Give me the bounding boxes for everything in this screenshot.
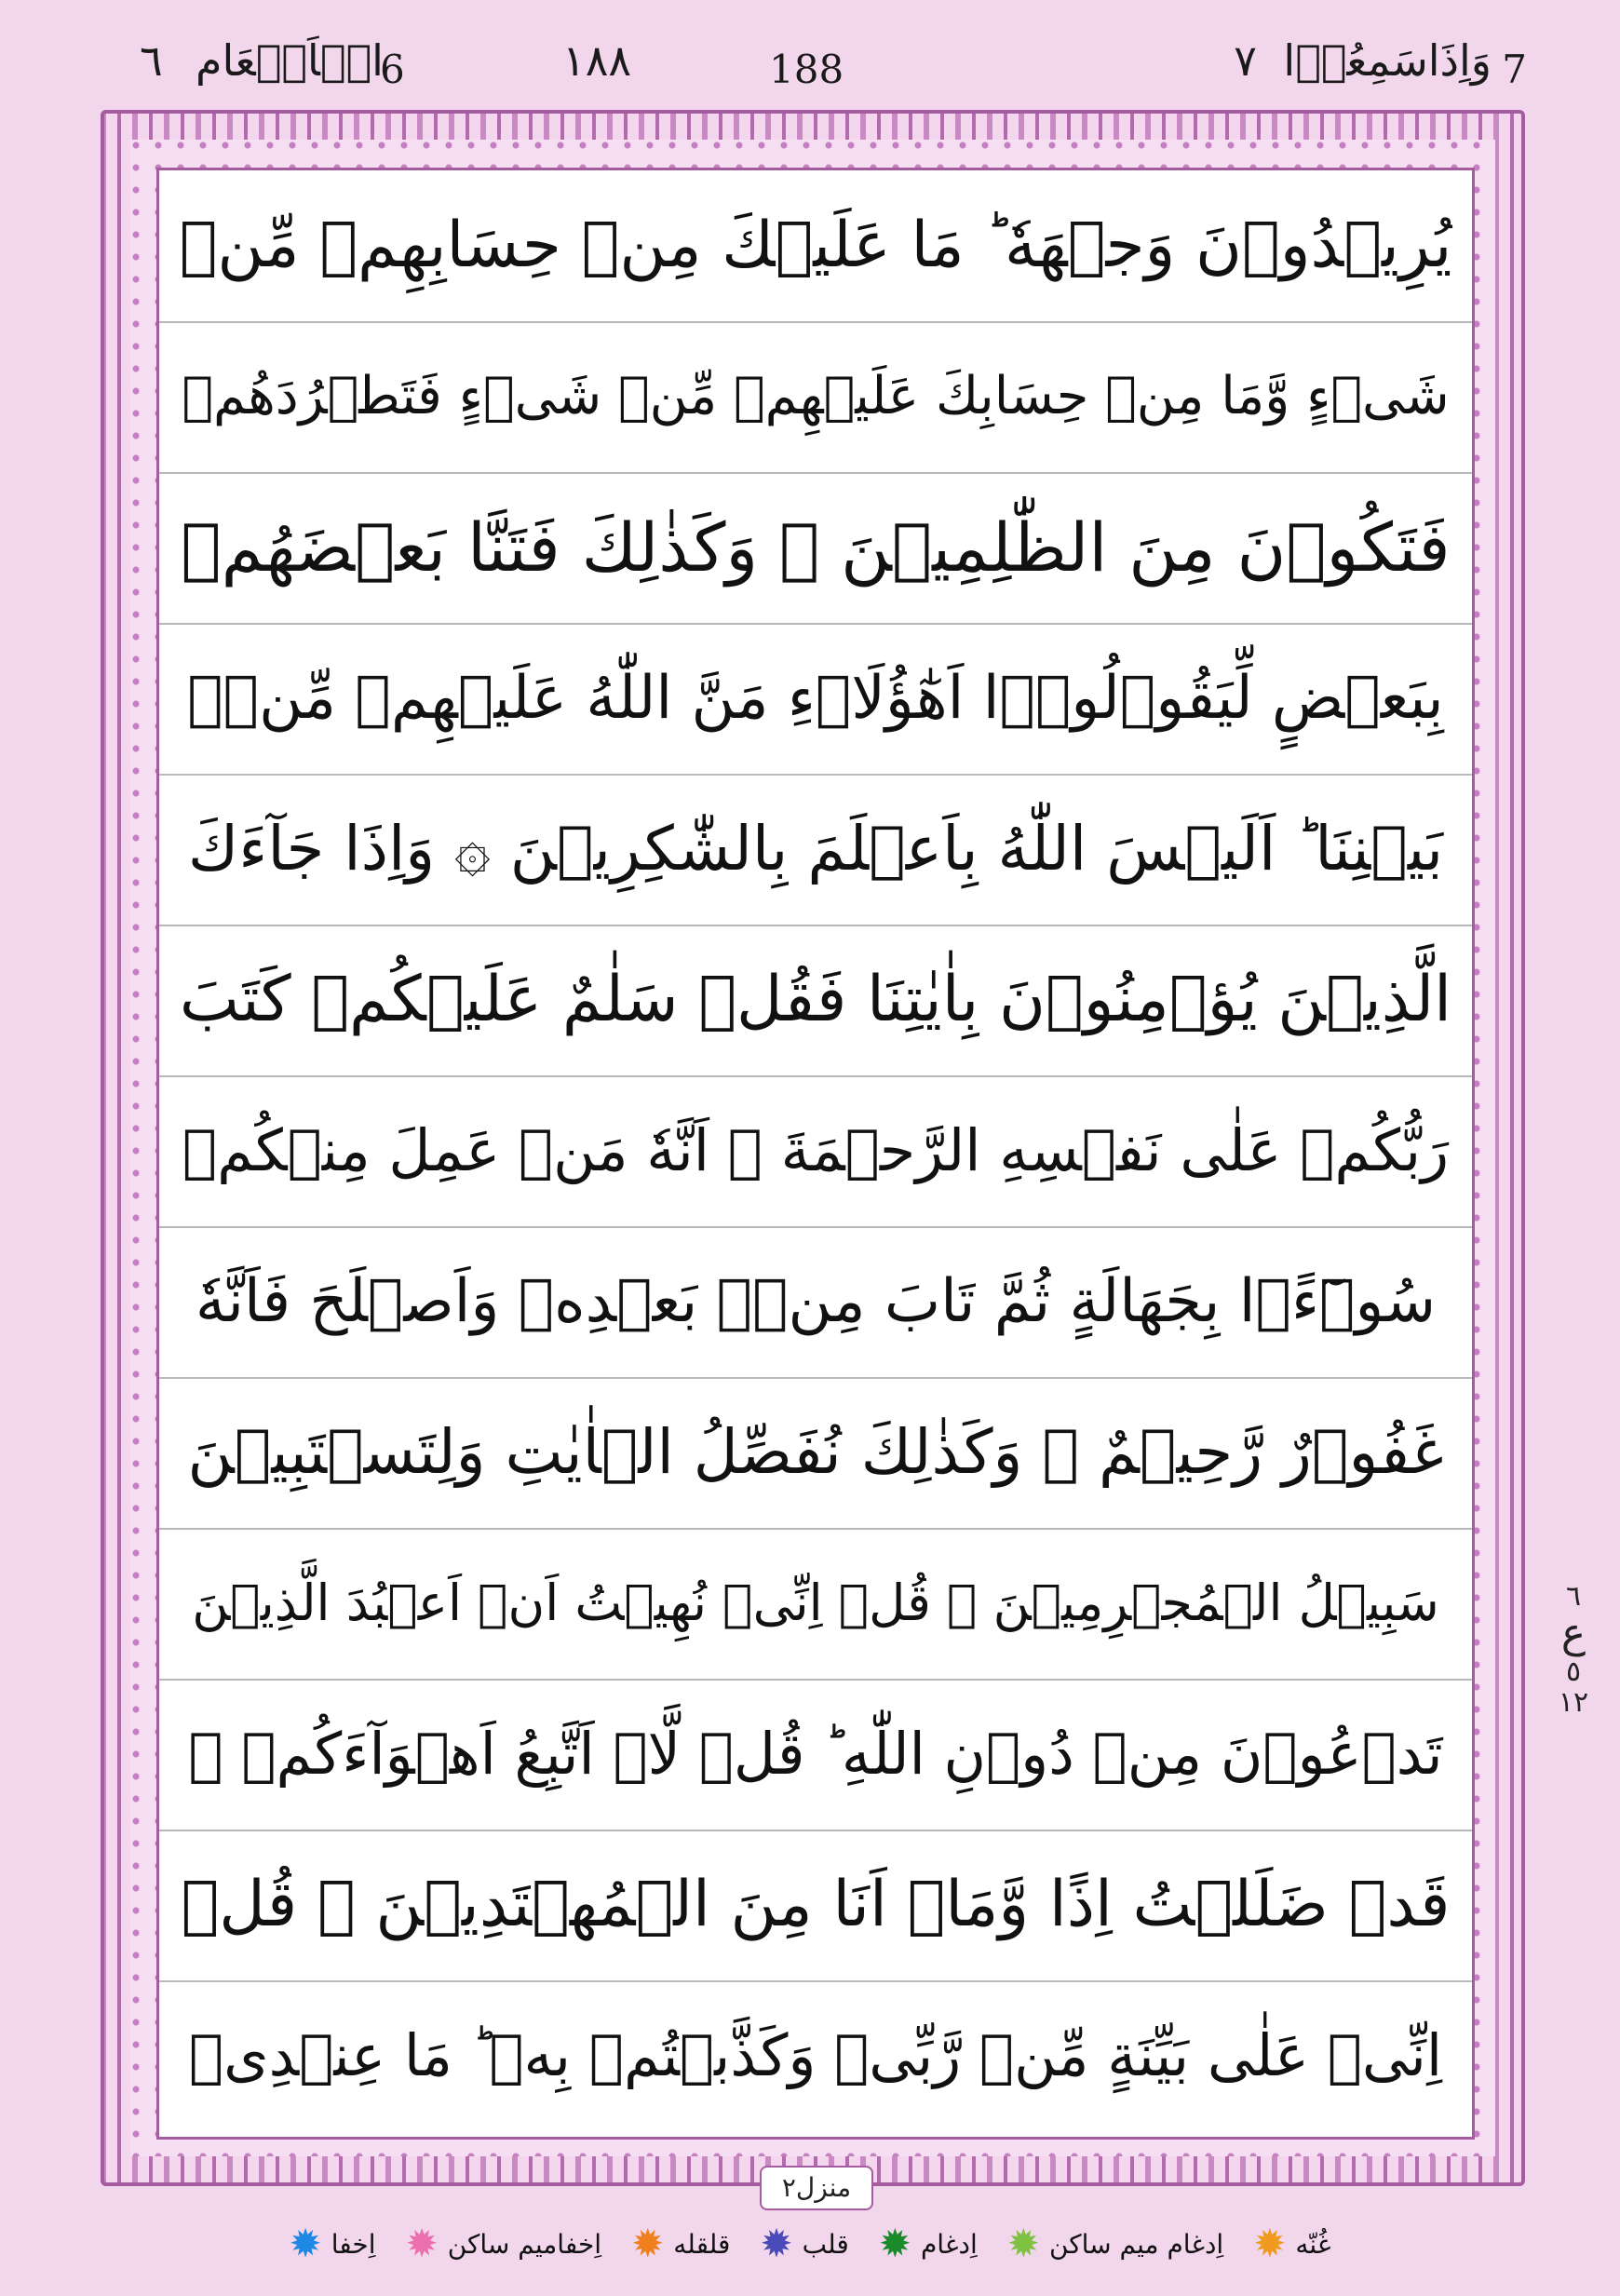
legend-item	[878, 2221, 978, 2266]
text-line	[159, 1830, 1472, 1982]
legend-item	[1006, 2221, 1224, 2266]
legend-label: قلب	[802, 2228, 849, 2260]
text-line	[159, 1679, 1472, 1831]
verse-text: رَبُّكُمۡ عَلٰى نَفۡسِهِ الرَّحۡمَةَ ۙ اَنَّهٗ مَنۡ عَمِلَ مِنۡكُمۡ	[182, 1116, 1450, 1184]
ruku-letter: ع	[1560, 1610, 1586, 1657]
tajweed-legend	[0, 2216, 1620, 2272]
star-icon: ✹	[405, 2221, 439, 2266]
verse-text: بَيۡنِنَا ؕ اَلَيۡسَ اللّٰهُ بِاَعۡلَمَ بِالشّٰكِرِيۡنَ ۞ وَاِذَا جَآءَكَ	[187, 813, 1444, 885]
star-icon: ✹	[1253, 2221, 1287, 2266]
verse-text: بِبَعۡضٍ لِّيَقُوۡلُوۡۤا اَهٰٓؤُلَاۤءِ مَنَّ اللّٰهُ عَلَيۡهِمۡ مِّنۡۢ	[187, 664, 1444, 733]
text-line	[159, 1377, 1472, 1530]
ruku-marker	[1546, 1581, 1601, 1718]
manzil-marker: منزل۲	[760, 2166, 873, 2210]
verse-text: قَدۡ ضَلَلۡتُ اِذًا وَّمَاۤ اَنَا مِنَ الۡمُهۡتَدِيۡنَ ۞ قُلۡ	[181, 1868, 1451, 1941]
legend-label: اِدغام ميم ساكن	[1048, 2228, 1224, 2260]
legend-label: قلقله	[673, 2228, 731, 2260]
star-icon: ✹	[1006, 2221, 1040, 2266]
verse-text: الَّذِيۡنَ يُؤۡمِنُوۡنَ بِاٰيٰتِنَا فَقُلۡ سَلٰمٌ عَلَيۡكُمۡ كَتَبَ	[179, 963, 1452, 1036]
text-line	[159, 1528, 1472, 1681]
juz-number-arabic: ۷	[1234, 35, 1257, 86]
legend-label: اِدغام	[920, 2228, 978, 2260]
juz-name: وَاِذَاسَمِعُوۡا	[1283, 35, 1492, 86]
star-icon: ✹	[289, 2221, 322, 2266]
legend-item	[760, 2221, 849, 2266]
text-line	[159, 1226, 1472, 1379]
verse-text: تَدۡعُوۡنَ مِنۡ دُوۡنِ اللّٰهِ ؕ قُلۡ لَّاۤ اَتَّبِعُ اَهۡوَآءَكُمۡ ۙ	[188, 1720, 1443, 1788]
star-icon: ✹	[631, 2221, 665, 2266]
ruku-count-top: ٦	[1565, 1580, 1582, 1613]
surah-number: 6	[380, 47, 405, 92]
legend-item	[405, 2221, 602, 2266]
verse-text: فَتَكُوۡنَ مِنَ الظّٰلِمِيۡنَ ۞ وَكَذٰلِكَ فَتَنَّا بَعۡضَهُمۡ	[181, 508, 1451, 587]
legend-item	[289, 2221, 376, 2266]
text-line	[159, 170, 1472, 323]
verse-text: سَبِيۡلُ الۡمُجۡرِمِيۡنَ ۞ قُلۡ اِنِّىۡ نُهِيۡتُ اَنۡ اَعۡبُدَ الَّذِيۡنَ	[192, 1573, 1439, 1632]
star-icon: ✹	[878, 2221, 911, 2266]
verse-text: شَىۡءٍ وَّمَا مِنۡ حِسَابِكَ عَلَيۡهِمۡ مِّنۡ شَىۡءٍ فَتَطۡرُدَهُمۡ	[182, 366, 1450, 426]
text-line	[159, 623, 1472, 776]
verse-text: اِنِّىۡ عَلٰى بَيِّنَةٍ مِّنۡ رَّبِّىۡ وَكَذَّبۡتُمۡ بِهٖ ؕ مَا عِنۡدِىۡ	[188, 2021, 1443, 2089]
text-line	[159, 1075, 1472, 1228]
ruku-count-middle: ٥	[1565, 1655, 1582, 1689]
legend-label: غُنّه	[1295, 2228, 1331, 2260]
quran-text-panel	[156, 168, 1475, 2140]
text-line	[159, 472, 1472, 625]
ruku-count-bottom: ١٢	[1558, 1686, 1589, 1720]
legend-label: اِخفاميم ساكن	[447, 2228, 602, 2260]
legend-item	[631, 2221, 731, 2266]
verse-text: غَفُوۡرٌ رَّحِيۡمٌ ۞ وَكَذٰلِكَ نُفَصِّلُ الۡاٰيٰتِ وَلِتَسۡتَبِيۡنَ	[187, 1416, 1444, 1488]
surah-number-arabic: ٦	[140, 35, 163, 86]
verse-text: يُرِيۡدُوۡنَ وَجۡهَهٗ ؕ مَا عَلَيۡكَ مِنۡ حِسَابِهِمۡ مِّنۡ	[179, 209, 1452, 282]
juz-number: 7	[1502, 47, 1527, 92]
star-icon: ✹	[760, 2221, 793, 2266]
legend-item	[1253, 2221, 1331, 2266]
page-header	[0, 0, 1620, 112]
legend-label: اِخفا	[331, 2228, 376, 2260]
surah-name: الۡاَنۡعَام	[196, 35, 384, 86]
page-number: 188	[769, 47, 844, 92]
text-line	[159, 1980, 1472, 2131]
text-line	[159, 925, 1472, 1077]
text-line	[159, 774, 1472, 926]
verse-text: سُوۡٓءًۢا بِجَهَالَةٍ ثُمَّ تَابَ مِنۡۢ بَعۡدِهٖ وَاَصۡلَحَ فَاَنَّهٗ	[195, 1267, 1437, 1336]
text-line	[159, 321, 1472, 474]
page-number-arabic: ۱۸۸	[562, 35, 632, 86]
